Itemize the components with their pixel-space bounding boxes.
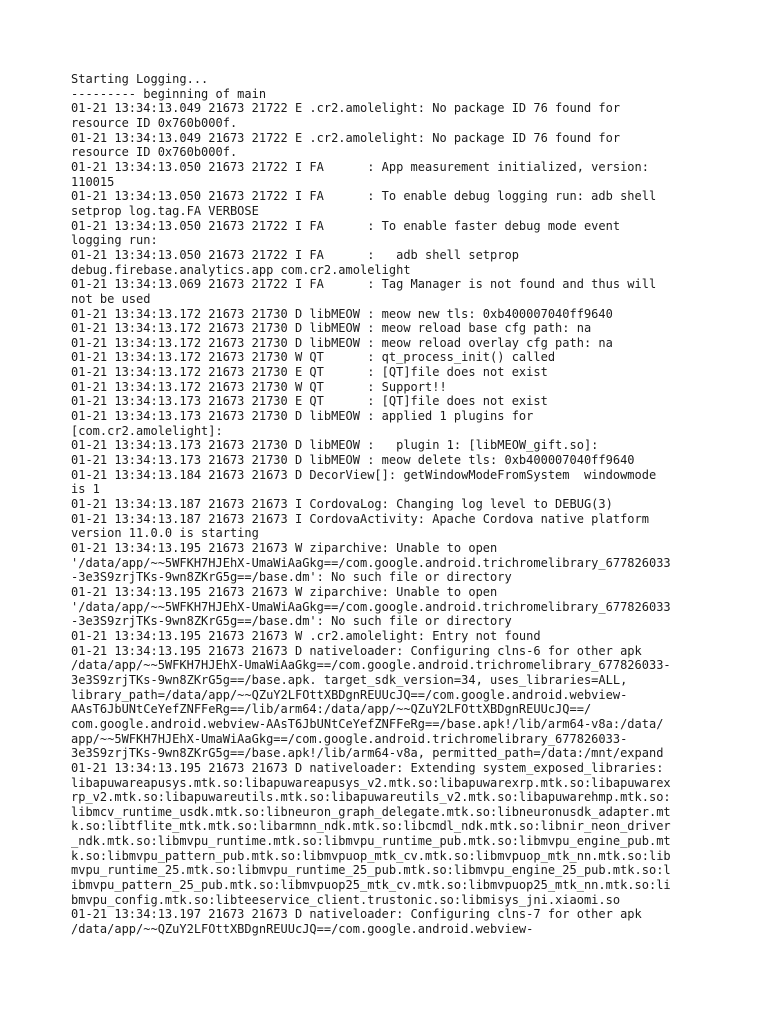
log-line: 01-21 13:34:13.173 21673 21730 D libMEOW : applied 1 plugins for [71, 409, 534, 424]
log-line: k.so:libmvpu_pattern_pub.mtk.so:libmvpuop_mtk_cv.mtk.so:libmvpuop_mtk_nn.mtk.so:lib [71, 848, 671, 863]
log-line: com.google.android.webview-AAsT6JbUNtCeYefZNFFeRg==/base.apk!/lib/arm64-v8a:/data/ [71, 716, 664, 731]
log-line: 01-21 13:34:13.195 21673 21673 D nativeloader: Extending system_exposed_libraries: [71, 760, 664, 775]
log-line: /data/app/~~QZuY2LFOttXBDgnREUUcJQ==/com.google.android.webview- [71, 922, 534, 937]
log-line: 01-21 13:34:13.195 21673 21673 W ziparchive: Unable to open [71, 541, 498, 555]
log-line: 01-21 13:34:13.195 21673 21673 D nativeloader: Configuring clns-6 for other apk [71, 643, 642, 658]
log-line: debug.firebase.analytics.app com.cr2.amolelight [71, 262, 411, 277]
log-line: 01-21 13:34:13.172 21673 21730 W QT : Support!! [71, 379, 447, 394]
log-line: Starting Logging... [71, 72, 209, 86]
log-line: 01-21 13:34:13.184 21673 21673 D DecorView[]: getWindowModeFromSystem windowmode [71, 467, 657, 482]
log-line: 01-21 13:34:13.197 21673 21673 D nativeloader: Configuring clns-7 for other apk [71, 907, 642, 922]
log-line: k.so:libtflite_mtk.mtk.so:libarmnn_ndk.mtk.so:libcmdl_ndk.mtk.so:libnir_neon_driver [71, 819, 671, 834]
log-line: 01-21 13:34:13.195 21673 21673 W ziparchive: Unable to open [71, 584, 498, 599]
log-line: 01-21 13:34:13.187 21673 21673 I CordovaActivity: Apache Cordova native platform [71, 511, 649, 526]
log-line: mvpu_runtime_25.mtk.so:libmvpu_runtime_25_pub.mtk.so:libmvpu_engine_25_pub.mtk.so:l [71, 863, 671, 878]
log-line: 01-21 13:34:13.172 21673 21730 W QT : qt_process_init() called [71, 350, 556, 365]
log-line: '/data/app/~~5WFKH7HJEhX-UmaWiAaGkg==/com.google.android.trichromelibrary_677826033 [71, 599, 671, 614]
log-line: version 11.0.0 is starting [71, 526, 259, 541]
log-line: 01-21 13:34:13.172 21673 21730 D libMEOW : meow new tls: 0xb400007040ff9640 [71, 306, 613, 321]
log-line: not be used [71, 291, 151, 306]
log-text-block [71, 72, 711, 937]
log-line: 01-21 13:34:13.173 21673 21730 D libMEOW : plugin 1: [libMEOW_gift.so]: [71, 438, 599, 453]
log-line: 01-21 13:34:13.172 21673 21730 D libMEOW : meow reload overlay cfg path: na [71, 335, 613, 350]
log-line: 01-21 13:34:13.172 21673 21730 E QT : [QT]file does not exist [71, 365, 548, 380]
log-line: 01-21 13:34:13.050 21673 21722 I FA : To enable faster debug mode event [71, 218, 621, 233]
log-line: 01-21 13:34:13.049 21673 21722 E .cr2.amolelight: No package ID 76 found for [71, 101, 621, 116]
log-line: 01-21 13:34:13.172 21673 21730 D libMEOW : meow reload base cfg path: na [71, 321, 592, 336]
log-line: 01-21 13:34:13.050 21673 21722 I FA : adb shell setprop [71, 247, 519, 262]
log-line: libmcv_runtime_usdk.mtk.so:libneuron_graph_delegate.mtk.so:libneuronusdk_adapter.mt [71, 804, 671, 819]
log-line: rp_v2.mtk.so:libapuwareutils.mtk.so:libapuwareutils_v2.mtk.so:libapuwarehmp.mtk.so: [71, 790, 671, 805]
log-line: 01-21 13:34:13.195 21673 21673 W .cr2.amolelight: Entry not found [71, 628, 541, 643]
log-line: resource ID 0x760b000f. [71, 115, 238, 130]
log-line: 01-21 13:34:13.187 21673 21673 I CordovaLog: Changing log level to DEBUG(3) [71, 497, 613, 512]
log-line: library_path=/data/app/~~QZuY2LFOttXBDgnREUUcJQ==/com.google.android.webview- [71, 687, 628, 702]
log-line: 3e3S9zrjTKs-9wn8ZKrG5g==/base.apk!/lib/arm64-v8a, permitted_path=/data:/mnt/expand [71, 746, 664, 761]
log-line: 110015 [71, 174, 115, 189]
log-line: AAsT6JbUNtCeYefZNFFeRg==/lib/arm64:/data/app/~~QZuY2LFOttXBDgnREUUcJQ==/ [71, 702, 592, 717]
log-line: bmvpu_config.mtk.so:libteeservice_client.trustonic.so:libmisys_jni.xiaomi.so [71, 892, 621, 907]
log-line: 01-21 13:34:13.173 21673 21730 D libMEOW : meow delete tls: 0xb400007040ff9640 [71, 453, 635, 468]
log-line: ibmvpu_pattern_25_pub.mtk.so:libmvpuop25_mtk_cv.mtk.so:libmvpuop25_mtk_nn.mtk.so:li [71, 878, 671, 893]
log-line: is 1 [71, 482, 100, 497]
log-line: 01-21 13:34:13.173 21673 21730 E QT : [QT]file does not exist [71, 394, 548, 409]
log-line: resource ID 0x760b000f. [71, 145, 238, 160]
log-line: [com.cr2.amolelight]: [71, 423, 223, 438]
log-line: 01-21 13:34:13.050 21673 21722 I FA : App measurement initialized, version: [71, 159, 649, 174]
log-line: 01-21 13:34:13.049 21673 21722 E .cr2.amolelight: No package ID 76 found for [71, 130, 621, 145]
log-line: 3e3S9zrjTKs-9wn8ZKrG5g==/base.apk. target_sdk_version=34, uses_libraries=ALL, [71, 672, 628, 687]
log-line: 01-21 13:34:13.069 21673 21722 I FA : Tag Manager is not found and thus will [71, 277, 657, 292]
log-line: 01-21 13:34:13.050 21673 21722 I FA : To enable debug logging run: adb shell [71, 189, 657, 204]
log-line: '/data/app/~~5WFKH7HJEhX-UmaWiAaGkg==/com.google.android.trichromelibrary_677826033 [71, 555, 671, 570]
log-line: setprop log.tag.FA VERBOSE [71, 203, 259, 218]
log-line: -3e3S9zrjTKs-9wn8ZKrG5g==/base.dm': No such file or directory [71, 614, 512, 629]
log-line: /data/app/~~5WFKH7HJEhX-UmaWiAaGkg==/com.google.android.trichromelibrary_677826033- [71, 658, 671, 673]
log-line: --------- beginning of main [71, 86, 267, 101]
log-line: logging run: [71, 233, 158, 248]
log-line: app/~~5WFKH7HJEhX-UmaWiAaGkg==/com.google.android.trichromelibrary_677826033- [71, 731, 628, 746]
log-line: -3e3S9zrjTKs-9wn8ZKrG5g==/base.dm': No such file or directory [71, 570, 512, 585]
log-line: libapuwareapusys.mtk.so:libapuwareapusys_v2.mtk.so:libapuwarexrp.mtk.so:libapuwarex [71, 775, 671, 790]
log-line: _ndk.mtk.so:libmvpu_runtime.mtk.so:libmvpu_runtime_pub.mtk.so:libmvpu_engine_pub.mt [71, 834, 671, 849]
